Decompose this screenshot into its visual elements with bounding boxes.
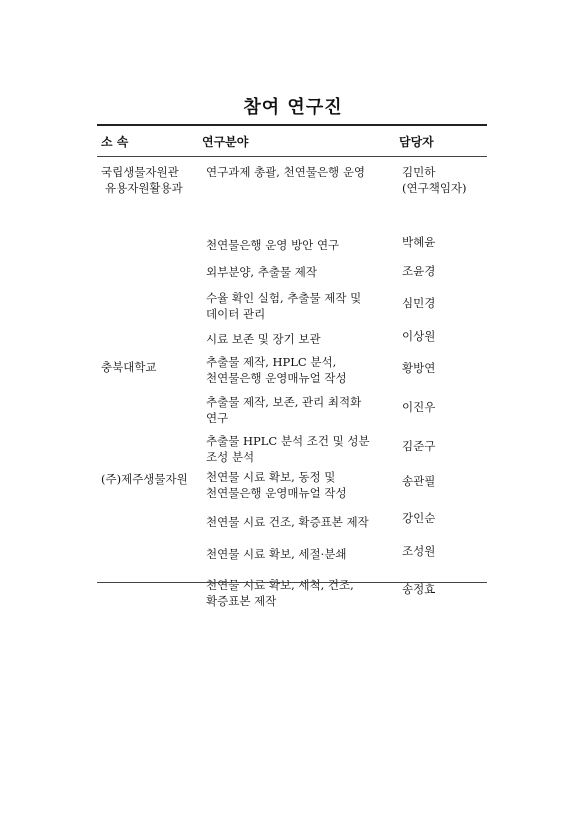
person-name: 김민하 bbox=[402, 165, 436, 179]
field-line: 추출물 HPLC 분석 조건 및 성분 bbox=[206, 434, 370, 448]
table-row-person: 강인순 bbox=[402, 511, 436, 525]
affiliation-cell: 충북대학교 bbox=[101, 360, 157, 374]
table-row-field bbox=[206, 394, 361, 426]
field-line: 확증표본 제작 bbox=[206, 594, 277, 608]
field-line: 데이터 관리 bbox=[206, 307, 266, 321]
person-role: (연구책임자) bbox=[402, 181, 467, 195]
header-affiliation: 소 속 bbox=[101, 134, 129, 149]
table-row-field bbox=[206, 164, 365, 180]
table-row-person: 이상원 bbox=[402, 329, 436, 343]
field-line: 추출물 제작, HPLC 분석, bbox=[206, 355, 337, 369]
table-row-field bbox=[206, 290, 361, 322]
table-row-person: 황방연 bbox=[402, 361, 436, 375]
table-row-person: 송정효 bbox=[402, 582, 436, 596]
table-row-field: 시료 보존 및 장기 보관 bbox=[206, 332, 321, 346]
table-body bbox=[97, 157, 487, 608]
table-row-field bbox=[206, 469, 347, 501]
table-bottom-rule-wrap bbox=[97, 582, 487, 583]
header-person: 담당자 bbox=[399, 134, 434, 149]
table-row-field: 천연물 시료 건조, 확증표본 제작 bbox=[206, 515, 369, 529]
header-field: 연구분야 bbox=[202, 134, 249, 149]
table-row-field: 천연물 시료 확보, 세절·분쇄 bbox=[206, 547, 347, 561]
field-line: 연구 bbox=[206, 411, 229, 425]
table-row-person bbox=[402, 164, 467, 196]
table-row-person: 조성원 bbox=[402, 544, 436, 558]
table-row-person: 김준구 bbox=[402, 439, 436, 453]
affiliation-line: 유용자원활용과 bbox=[105, 181, 183, 195]
field-line: 조성 분석 bbox=[206, 450, 255, 464]
field-line: 천연물 시료 확보, 동정 및 bbox=[206, 470, 336, 484]
table-row-person: 박혜윤 bbox=[402, 235, 436, 249]
table-row-person: 심민경 bbox=[402, 296, 436, 310]
researcher-table bbox=[97, 124, 487, 608]
field-line: 천연물은행 운영매뉴얼 작성 bbox=[206, 486, 347, 500]
table-header-row bbox=[97, 126, 487, 156]
affiliation-cell: (주)제주생물자원 bbox=[101, 472, 188, 486]
page-title: 참여 연구진 bbox=[243, 97, 343, 118]
table-row-field: 외부분양, 추출물 제작 bbox=[206, 265, 317, 279]
affiliation-cell bbox=[101, 164, 183, 196]
field-line: 천연물 시료 확보, 세척, 건조, bbox=[206, 578, 354, 592]
field-line: 추출물 제작, 보존, 관리 최적화 bbox=[206, 395, 362, 409]
field-line: 천연물은행 운영매뉴얼 작성 bbox=[206, 371, 347, 385]
field-line: 연구과제 총괄, 천연물은행 운영 bbox=[206, 165, 366, 179]
table-row-person: 송관필 bbox=[402, 474, 436, 488]
table-row-field bbox=[206, 433, 370, 465]
table-row-person: 이진우 bbox=[402, 400, 436, 414]
table-row-field bbox=[206, 354, 347, 386]
affiliation-line: 국립생물자원관 bbox=[101, 165, 179, 179]
field-line: 수율 확인 실험, 추출물 제작 및 bbox=[206, 291, 362, 305]
table-row-person: 조윤경 bbox=[402, 264, 436, 278]
table-bottom-rule bbox=[97, 582, 487, 583]
table-row-field: 천연물은행 운영 방안 연구 bbox=[206, 238, 340, 252]
